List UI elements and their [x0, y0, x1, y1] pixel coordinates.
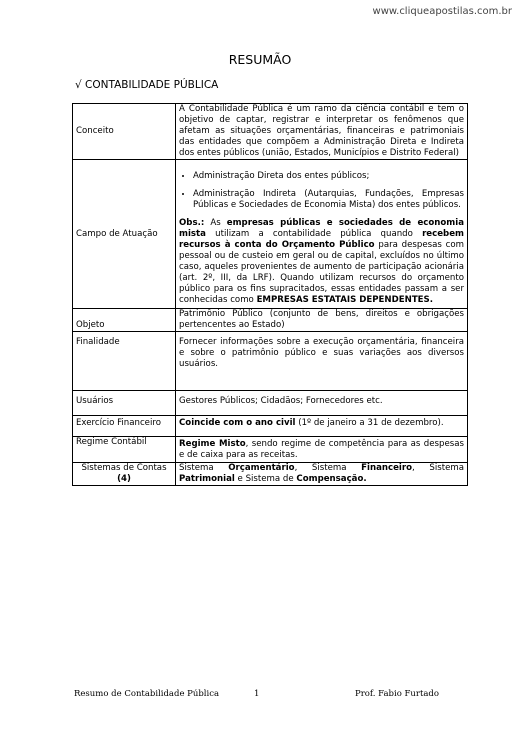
section-heading: √ CONTABILIDADE PÚBLICA [75, 79, 219, 91]
sistemas-t3: , Sistema [412, 463, 464, 473]
sistemas-b3: Patrimonial [179, 474, 235, 484]
site-url[interactable]: www.cliqueapostilas.com.br [372, 6, 512, 17]
row-regime [73, 437, 468, 463]
obs-t3: para despesas com pessoal ou de custeio em geral ou de capital, excluídos no último caso, aqueles provenientes de aumento de participação acionária (art. 2º, III, da LRF). Quando utilizam recursos do orçamento público para os fins supracitados, essas entidades passam a ser conhecidas como [179, 240, 464, 305]
sistemas-b2: Financeiro [361, 463, 413, 473]
campo-list [179, 171, 464, 211]
obs-label: Obs.: [179, 218, 205, 228]
label-usuarios: Usuários [73, 391, 176, 416]
footer-page-number: 1 [254, 689, 260, 699]
label-exercicio: Exercício Financeiro [73, 416, 176, 437]
sistemas-label: Sistemas de Contas [81, 463, 167, 473]
sistemas-t4: e Sistema de [234, 474, 297, 484]
value-exercicio [176, 416, 468, 437]
label-regime: Regime Contábil [73, 437, 176, 463]
obs-t2: utilizam a contabilidade pública quando [205, 229, 423, 239]
obs-t1: As [204, 218, 227, 228]
row-usuarios [73, 391, 468, 416]
regime-text: , sendo regime de competência para as despesas e de caixa para as receitas. [179, 439, 464, 460]
campo-item-2: • Administração Indireta (Autarquias, Fundações, Empresas Públicas e Sociedades de Economia Mista) dos entes públicos. [193, 189, 464, 211]
obs-paragraph [179, 218, 464, 306]
value-sistemas [176, 463, 468, 486]
sistemas-b1: Orçamentário [228, 463, 295, 473]
exercicio-text: (1º de janeiro a 31 de dezembro). [295, 418, 444, 428]
obs-b3: EMPRESAS ESTATAIS DEPENDENTES. [256, 295, 434, 305]
row-finalidade [73, 332, 468, 391]
footer-left: Resumo de Contabilidade Pública [74, 689, 220, 699]
obs-b2: recebem recursos à conta do Orçamento Público [179, 229, 464, 250]
label-objeto: Objeto [73, 309, 176, 332]
footer-right: Prof. Fabio Furtado [355, 689, 439, 699]
exercicio-bold: Coincide com o ano civil [179, 418, 296, 428]
obs-b1: empresas públicas e sociedades de economia mista [179, 218, 464, 239]
value-campo [176, 160, 468, 309]
row-campo [73, 160, 468, 309]
campo-item-1: • Administração Direta dos entes públicos; [193, 171, 464, 182]
label-conceito: Conceito [73, 104, 176, 160]
sistemas-t1: Sistema [179, 463, 229, 473]
label-sistemas [73, 463, 176, 486]
label-finalidade: Finalidade [73, 332, 176, 391]
regime-bold: Regime Misto [179, 439, 246, 449]
page-title: RESUMÃO [228, 52, 292, 67]
summary-table [72, 103, 468, 486]
row-exercicio [73, 416, 468, 437]
row-sistemas [73, 463, 468, 486]
value-regime [176, 437, 468, 463]
value-conceito: A Contabilidade Pública é um ramo da ciência contábil e tem o objetivo de captar, registrar e interpretar os fenômenos que afetam as situações orçamentárias, financeiras e patrimoniais das entidades que compõem a Administração Direta e Indireta dos entes públicos (união, Estados, Municípios e Distrito Federal) [176, 104, 468, 160]
sistemas-count: (4) [117, 474, 131, 484]
value-usuarios: Gestores Públicos; Cidadãos; Fornecedores etc. [176, 391, 468, 416]
row-objeto [73, 309, 468, 332]
sistemas-t2: , Sistema [294, 463, 362, 473]
sistemas-b4: Compensação. [296, 474, 367, 484]
value-objeto: Patrimônio Público (conjunto de bens, direitos e obrigações pertencentes ao Estado) [176, 309, 468, 332]
label-campo: Campo de Atuação [73, 160, 176, 309]
value-finalidade: Fornecer informações sobre a execução orçamentária, financeira e sobre o patrimônio público e suas variações aos diversos usuários. [176, 332, 468, 391]
row-conceito [73, 104, 468, 160]
